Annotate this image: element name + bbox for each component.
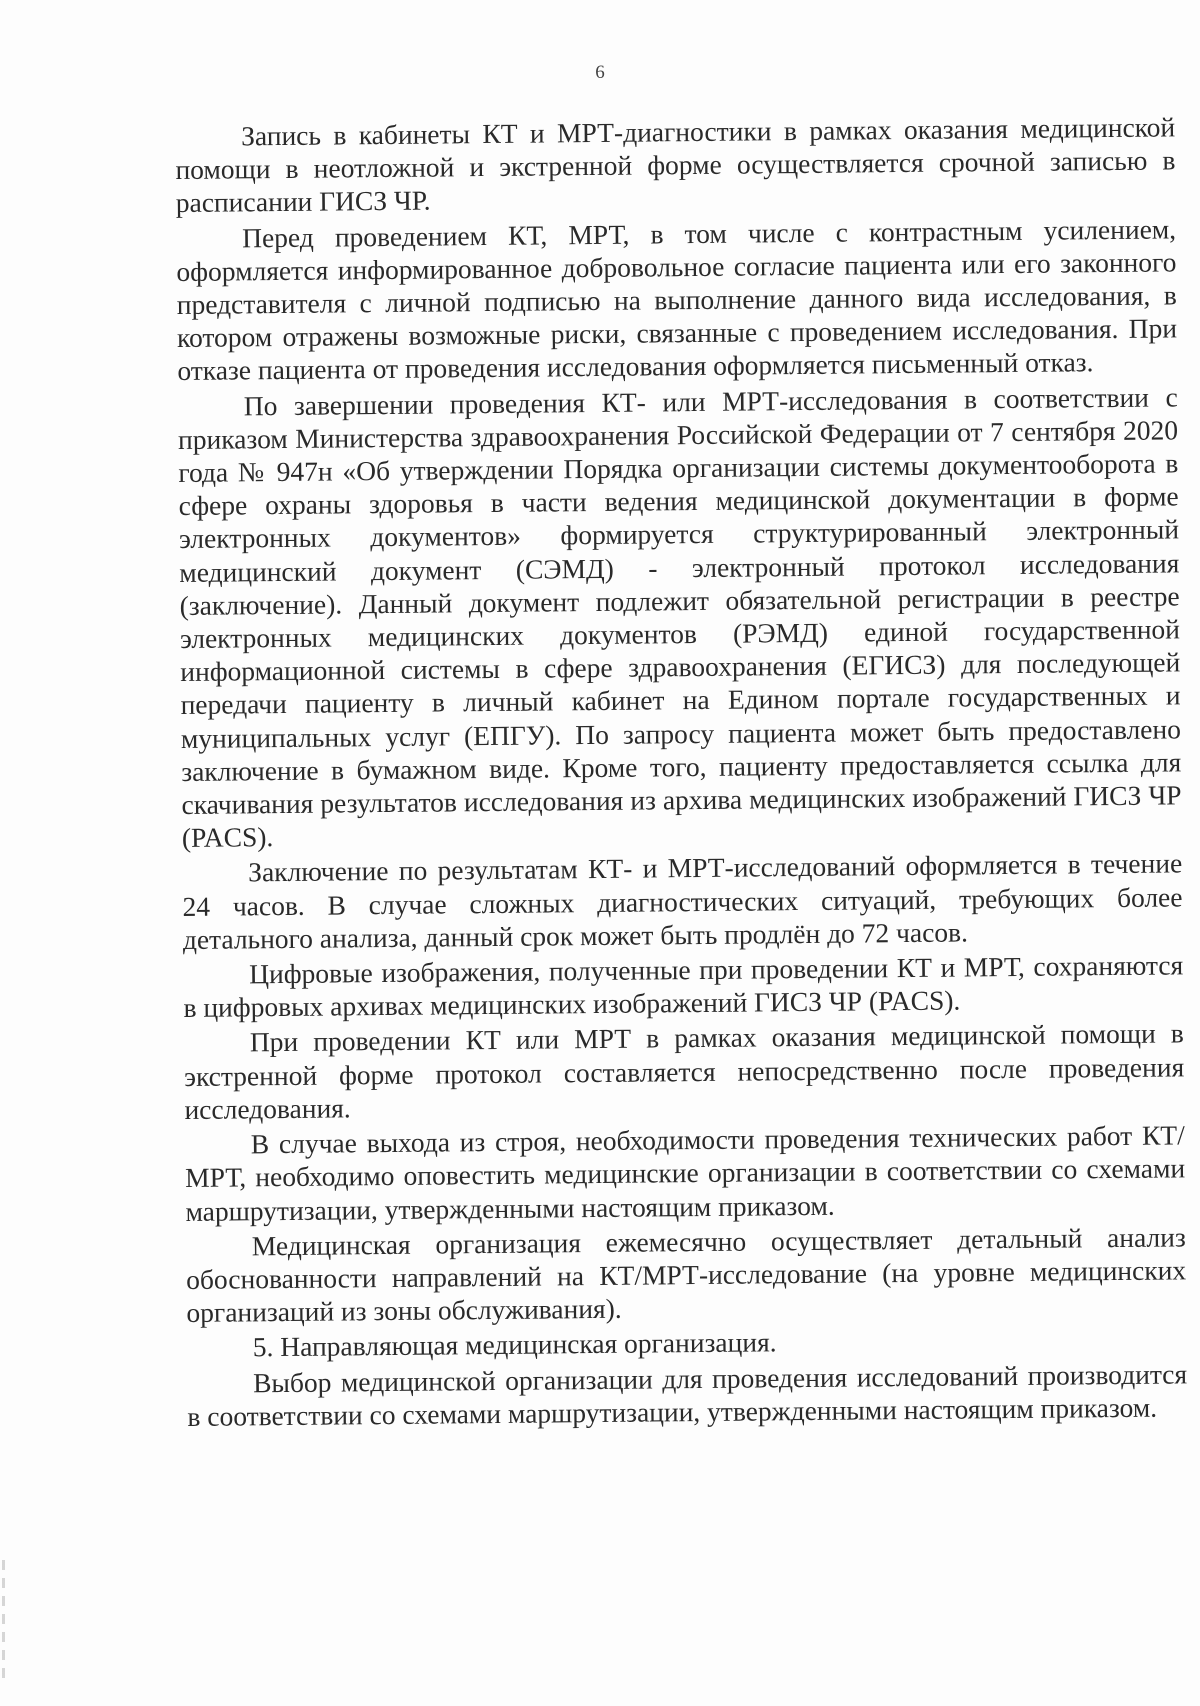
paragraph-conclusion-deadline: Заключение по результатам КТ- и МРТ-исследований оформляется в течение 24 часов. В случае сложных диагностических ситуаций, требующих более детального анализа, данный срок может быть продлён до 72 часов.	[182, 847, 1183, 955]
document-body	[175, 110, 1188, 1434]
paragraph-electronic-protocol: По завершении проведения КТ- или МРТ-исследования в соответствии с приказом Министерства здравоохранения Российской Федерации от 7 сентября 2020 года № 947н «Об утверждении Порядка организации системы документооборота в сфере охраны здоровья в части ведения медицинской документации в форме электронных документов» формируется структурированный электронный медицинский документ (СЭМД) - электронный протокол исследования (заключение). Данный документ подлежит обязательной регистрации в реестре электронных медицинских документов (РЭМД) единой государственной информационной системы в сфере здравоохранения (ЕГИСЗ) для последующей передачи пациенту в личный кабинет на Едином портале государственных и муниципальных услуг (ЕПГУ). По запросу пациента может быть предоставлено заключение в бумажном виде. Кроме того, пациенту предоставляется ссылка для скачивания результатов исследования из архива медицинских изображений ГИСЗ ЧР (PACS).	[177, 381, 1182, 854]
section-heading-referring-organization: 5. Направляющая медицинская организация.	[252, 1326, 777, 1363]
paragraph-organization-choice: Выбор медицинской организации для проведения исследований производится в соответствии со схемами маршрутизации, утвержденными настоящим приказом.	[187, 1357, 1188, 1432]
paragraph-emergency-protocol: При проведении КТ или МРТ в рамках оказания медицинской помощи в экстренной форме протокол составляется непосредственно после проведения исследования.	[184, 1017, 1185, 1125]
paragraph-equipment-failure: В случае выхода из строя, необходимости проведения технических работ КТ/МРТ, необходимо оповестить медицинские организации в соответствии со схемами маршрутизации, утвержденными настоящим приказом.	[185, 1119, 1186, 1227]
page-number: 6	[595, 62, 605, 83]
paragraph-digital-images: Цифровые изображения, полученные при проведении КТ и МРТ, сохраняются в цифровых архивах медицинских изображений ГИСЗ ЧР (PACS).	[183, 949, 1184, 1024]
paragraph-ct-mri-appointment: Запись в кабинеты КТ и МРТ-диагностики в рамках оказания медицинской помощи в неотложной и экстренной форме осуществляется срочной записью в расписании ГИСЗ ЧР.	[175, 111, 1176, 219]
paragraph-informed-consent: Перед проведением КТ, МРТ, в том числе с контрастным усилением, оформляется информированное добровольное согласие пациента или его законного представителя с личной подписью на выполнение данного вида исследования, в котором отражены возможные риски, связанные с проведением исследования. При отказе пациента от проведения исследования оформляется письменный отказ.	[176, 213, 1178, 387]
scan-edge-artifact	[2, 1560, 5, 1680]
paragraph-monthly-analysis: Медицинская организация ежемесячно осуществляет детальный анализ обоснованности направлений на КТ/МРТ-исследование (на уровне медицинских организаций из зоны обслуживания).	[185, 1221, 1187, 1329]
